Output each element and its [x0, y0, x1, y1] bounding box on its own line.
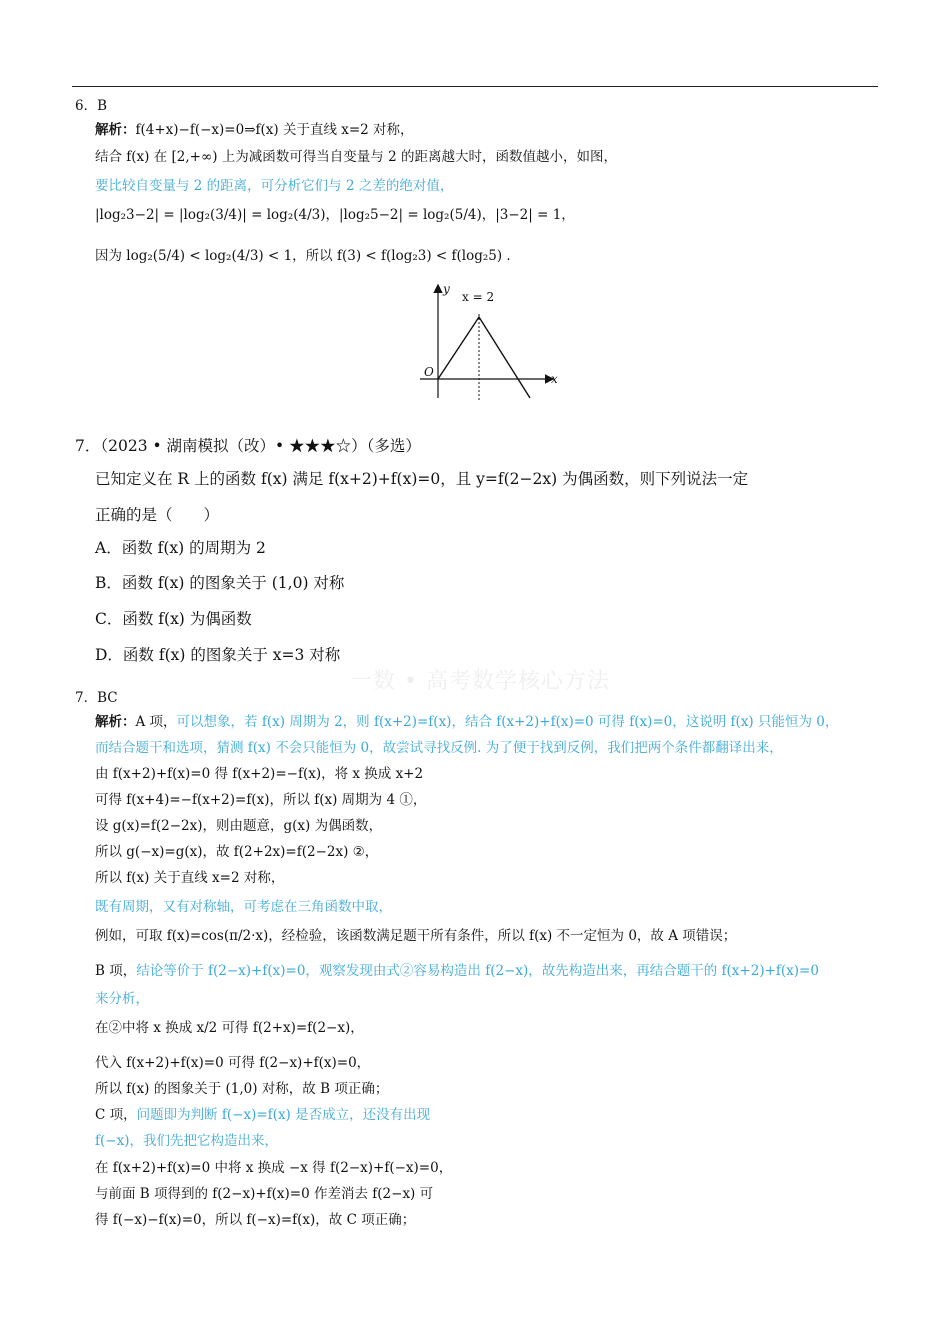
q6-line4: |log₂3−2| = |log₂(3/4)| = log₂(4/3)，|log₂5−2| = log₂(5/4)，|3−2| = 1， [95, 207, 575, 223]
watermark: 一数 • 高考数学核心方法 [350, 669, 610, 694]
sol7-line15: C 项，问题即为判断 f(−x)=f(x) 是否成立，还没有出现 [95, 1107, 431, 1123]
label-line: x = 2 [462, 290, 495, 304]
q6-heading: 6．B [75, 98, 108, 114]
q7-option-b: B．函数 f(x) 的图象关于 (1,0) 对称 [95, 574, 345, 592]
analysis-label: 解析： [95, 122, 136, 138]
label-y: y [443, 282, 450, 296]
q6-line1: 解析：f(4+x)−f(−x)=0⇒f(x) 关于直线 x=2 对称， [95, 122, 414, 138]
q7-stem-line2: 正确的是（ ） [95, 506, 220, 524]
q7-option-c: C．函数 f(x) 为偶函数 [95, 610, 252, 628]
sol7-line4: 可得 f(x+4)=−f(x+2)=f(x)，所以 f(x) 周期为 4 ①， [95, 792, 427, 808]
sol7-line3: 由 f(x+2)+f(x)=0 得 f(x+2)=−f(x)，将 x 换成 x+2 [95, 766, 424, 782]
q7-option-d: D．函数 f(x) 的图象关于 x=3 对称 [95, 646, 341, 664]
q6-line5: 因为 log₂(5/4) < log₂(4/3) < 1，所以 f(3) < f(log₂3) < f(log₂5) . [95, 248, 511, 264]
sol7-line6: 所以 g(−x)=g(x)，故 f(2+2x)=f(2−2x) ②， [95, 844, 379, 860]
sol7-line9: 例如，可取 f(x)=cos(π/2·x)，经检验，该函数满足题干所有条件，所以 f(x) 不一定恒为 0，故 A 项错误； [95, 928, 737, 944]
sol7-line18: 与前面 B 项得到的 f(2−x)+f(x)=0 作差消去 f(2−x) 可 [95, 1186, 434, 1202]
q7-title: 7．（2023 • 湖南模拟（改）• ★★★☆）（多选） [75, 437, 421, 455]
sol7-line8: 既有周期，又有对称轴，可考虑在三角函数中取， [95, 899, 392, 915]
q6-line2: 结合 f(x) 在 [2,+∞) 上为减函数可得当自变量与 2 的距离越大时，函数值越小，如图， [95, 149, 617, 165]
sol7-line13: 代入 f(x+2)+f(x)=0 可得 f(2−x)+f(x)=0， [95, 1055, 371, 1071]
sol7-line17: 在 f(x+2)+f(x)=0 中将 x 换成 −x 得 f(2−x)+f(−x)=0， [95, 1160, 453, 1176]
q6-graph [412, 282, 562, 404]
q7-option-a: A．函数 f(x) 的周期为 2 [95, 539, 266, 557]
sol7-line2: 而结合题干和选项，猜测 f(x) 不会只能恒为 0，故尝试寻找反例. 为了便于找到反例，我们把两个条件都翻译出来， [95, 740, 783, 756]
q6-line3: 要比较自变量与 2 的距离，可分析它们与 2 之差的绝对值， [95, 178, 454, 194]
sol7-line10: B 项，结论等价于 f(2−x)+f(x)=0，观察发现由式②容易构造出 f(2−x)，故先构造出来，再结合题干的 f(x+2)+f(x)=0 [95, 963, 819, 979]
function-curve [438, 317, 530, 398]
sol7-line7: 所以 f(x) 关于直线 x=2 对称， [95, 870, 285, 886]
sol7-line5: 设 g(x)=f(2−2x)，则由题意，g(x) 为偶函数， [95, 818, 383, 834]
sol7-line1: 解析：A 项，可以想象，若 f(x) 周期为 2，则 f(x+2)=f(x)，结合 f(x+2)+f(x)=0 可得 f(x)=0，这说明 f(x) 只能恒为 0， [95, 714, 839, 730]
sol7-line16: f(−x)，我们先把它构造出来， [95, 1133, 278, 1149]
label-o: O [424, 365, 434, 379]
q7-stem-line1: 已知定义在 R 上的函数 f(x) 满足 f(x+2)+f(x)=0，且 y=f(2−2x) 为偶函数，则下列说法一定 [95, 470, 749, 488]
sol7-line12: 在②中将 x 换成 x/2 可得 f(2+x)=f(2−x)， [95, 1020, 364, 1036]
sol7-line11: 来分析， [95, 991, 149, 1007]
sol7-line14: 所以 f(x) 的图象关于 (1,0) 对称，故 B 项正确； [95, 1081, 389, 1097]
label-x: x [551, 372, 558, 386]
sol7-line19: 得 f(−x)−f(x)=0，所以 f(−x)=f(x)，故 C 项正确； [95, 1212, 416, 1228]
header-rule [72, 86, 878, 87]
sol7-heading: 7．BC [75, 690, 118, 706]
